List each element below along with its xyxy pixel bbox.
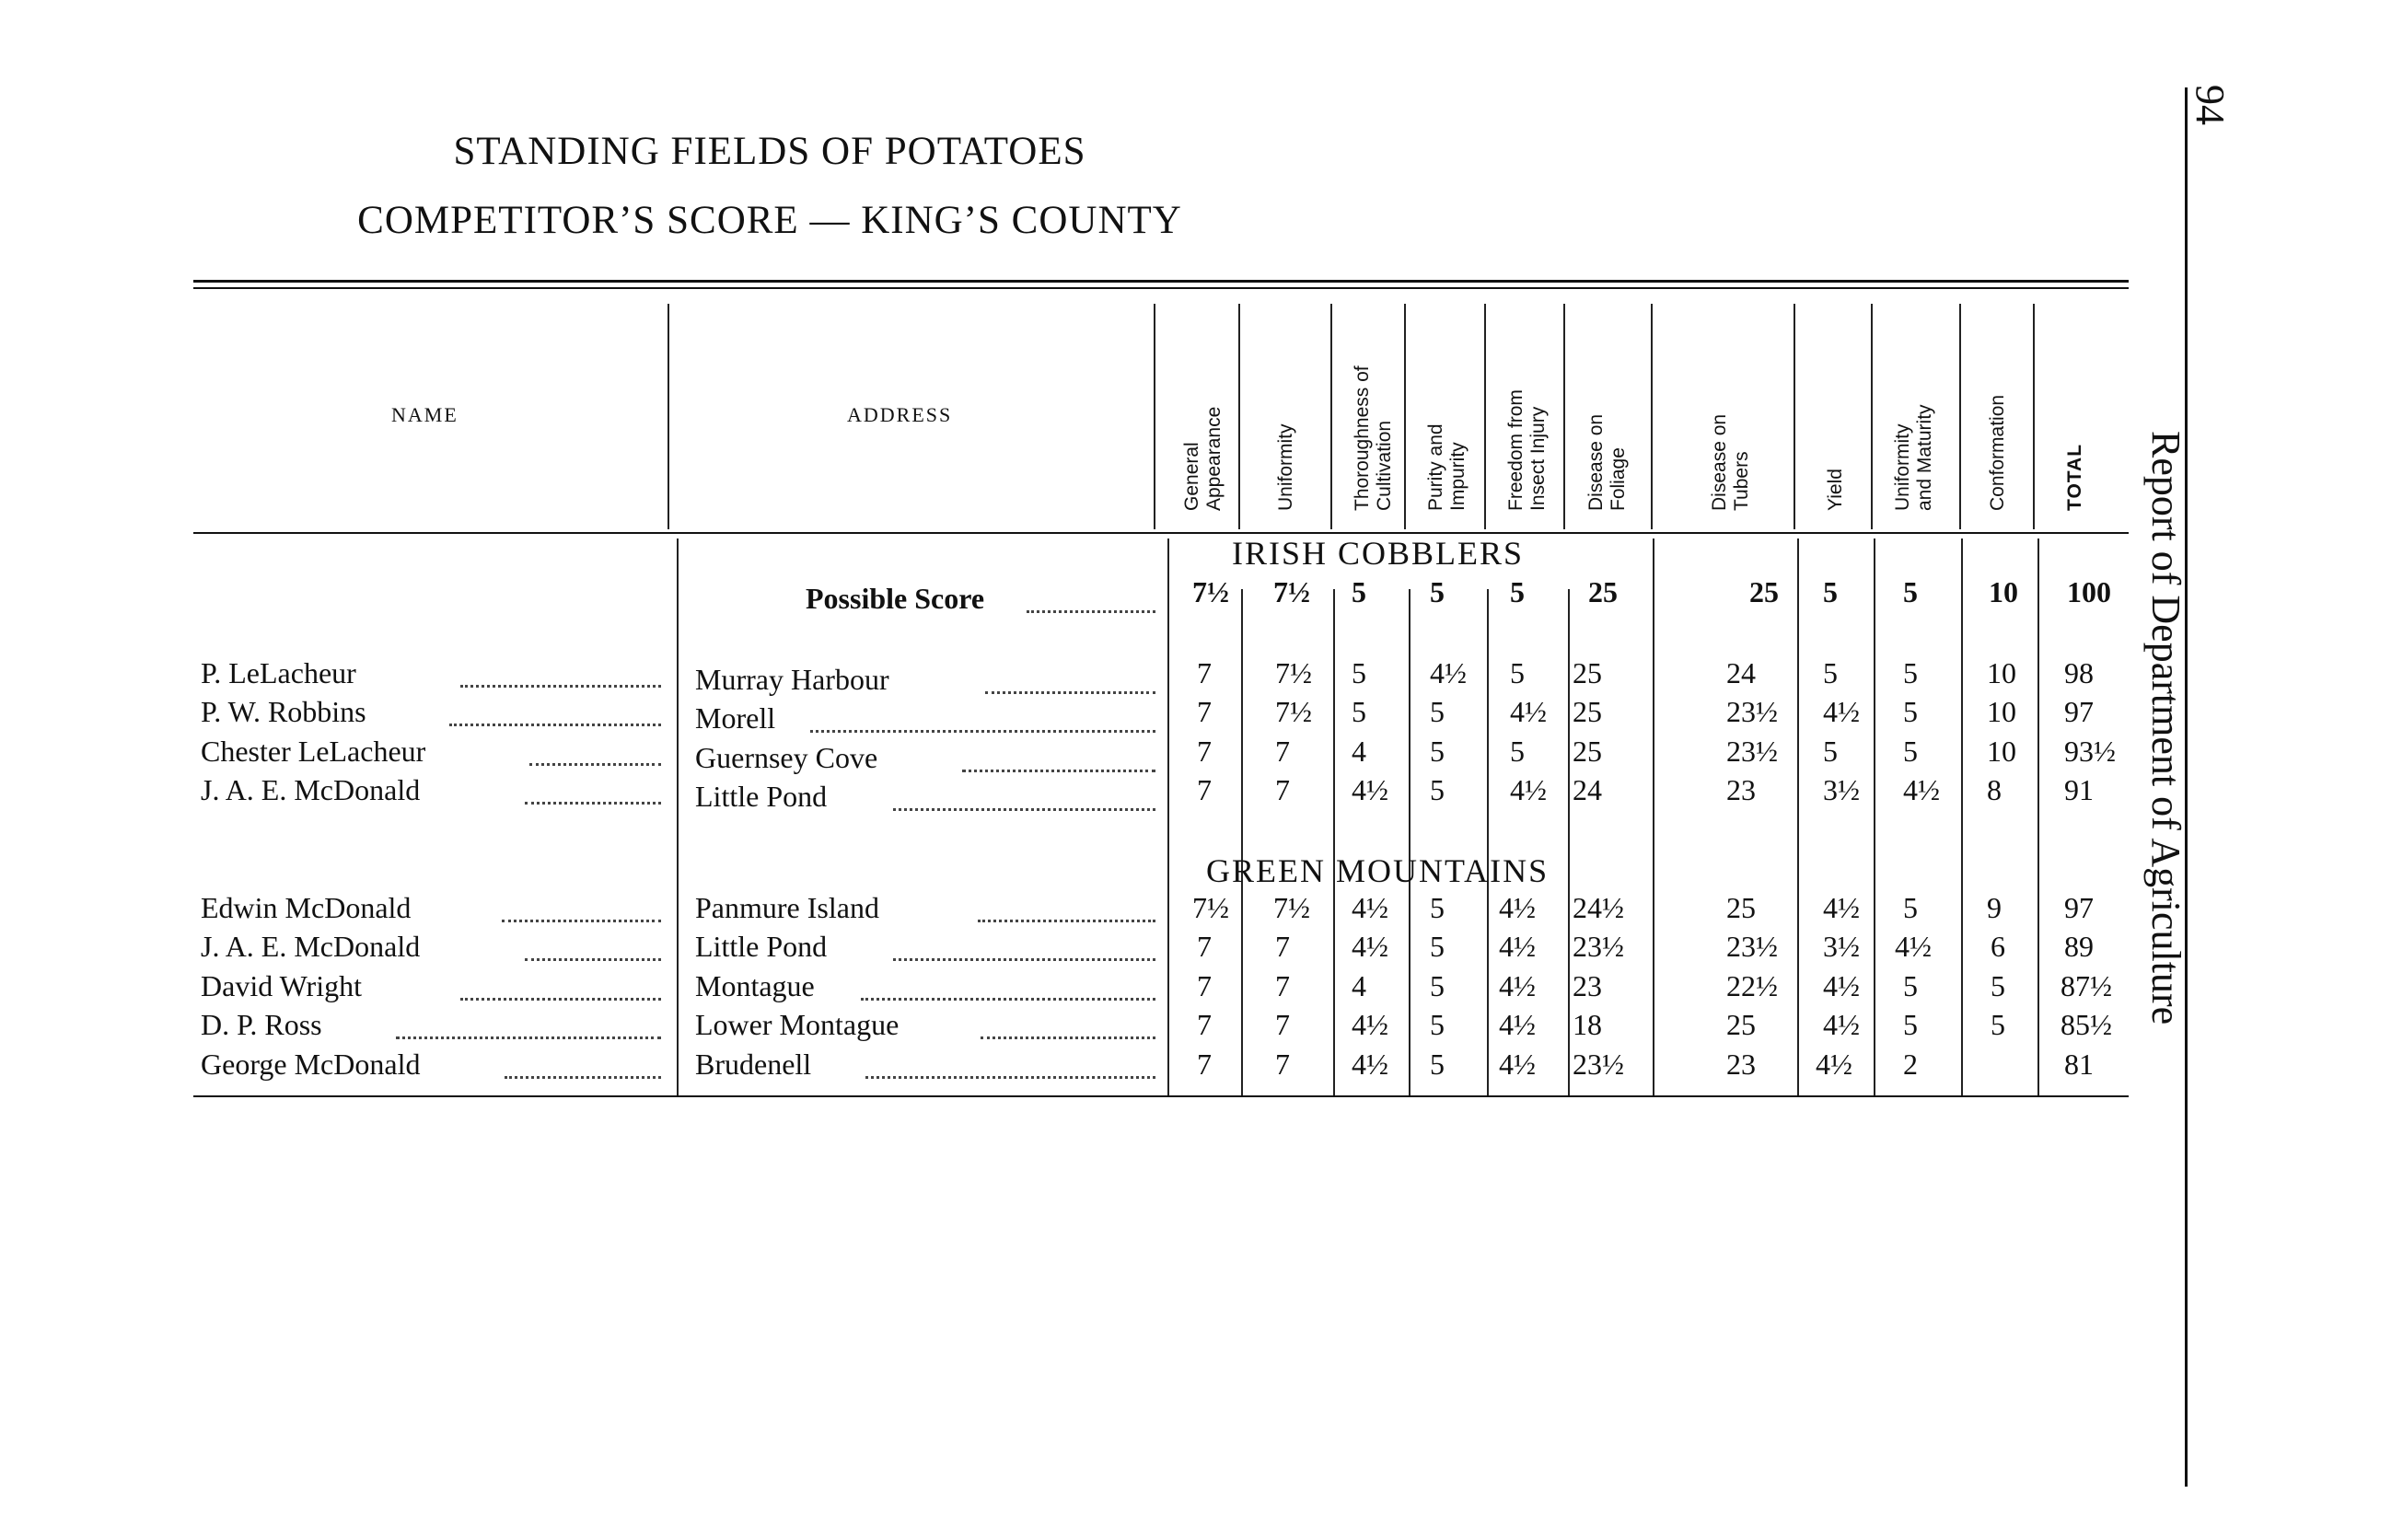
score-total: 91 [2064,773,2094,806]
score-conformation: 10 [1987,735,2016,768]
score-insect-injury: 4½ [1499,1008,1536,1041]
score-cultivation: 5 [1352,695,1366,728]
running-head: Report of Department of Agriculture [2143,431,2188,1025]
dot-leader [460,685,661,688]
header-uniformity-and-maturity: Uniformity and Maturity [1892,404,1935,511]
competitor-name: Chester LeLacheur [201,735,426,768]
score-foliage-disease: 23 [1573,969,1602,1002]
score-yield: 4½ [1816,1048,1852,1081]
section-title-green-mountains: GREEN MOUNTAINS [1206,852,1550,889]
competitor-address: Little Pond [695,780,828,813]
score-yield: 5 [1823,656,1838,689]
column-divider [1874,538,1875,1095]
score-insect-injury: 4½ [1510,695,1547,728]
score-total: 85½ [2061,1008,2112,1041]
possible-score: 7½ [1192,575,1229,608]
score-maturity: 2 [1903,1048,1918,1081]
competitor-address: Lower Montague [695,1008,900,1041]
score-maturity: 4½ [1895,930,1932,963]
dot-leader [893,958,1155,961]
competitor-address: Murray Harbour [695,663,889,696]
score-maturity: 5 [1903,735,1918,768]
score-purity: 5 [1430,891,1445,924]
column-divider [1484,304,1486,529]
score-uniformity: 7 [1275,1048,1290,1081]
score-insect-injury: 4½ [1499,969,1536,1002]
dot-leader [981,1036,1155,1039]
possible-score: 5 [1352,575,1366,608]
header-rule [193,532,2129,534]
score-tuber-disease: 23 [1726,773,1756,806]
score-purity: 5 [1430,773,1445,806]
score-general-appearance: 7½ [1192,891,1229,924]
header-disease-on-foliage: Disease on Foliage [1585,413,1629,511]
column-divider [1404,304,1406,529]
score-uniformity: 7½ [1275,656,1312,689]
dot-leader [525,802,661,805]
score-uniformity: 7½ [1275,695,1312,728]
competitor-address: Little Pond [695,930,828,963]
possible-score-label: Possible Score [806,582,985,615]
possible-score: 100 [2067,575,2111,608]
column-divider [1241,589,1243,1095]
score-general-appearance: 7 [1197,1008,1212,1041]
score-total: 81 [2064,1048,2094,1081]
score-yield: 3½ [1823,773,1860,806]
dot-leader [529,763,661,766]
score-tuber-disease: 24 [1726,656,1756,689]
score-cultivation: 4½ [1352,773,1388,806]
top-rule-thin [193,287,2129,289]
header-freedom-from-insect-injury: Freedom from Insect Injury [1505,389,1549,511]
competitor-address: Guernsey Cove [695,741,878,774]
score-conformation: 10 [1987,656,2016,689]
score-tuber-disease: 23½ [1726,695,1778,728]
score-uniformity: 7 [1275,735,1290,768]
score-yield: 5 [1823,735,1838,768]
score-uniformity: 7 [1275,930,1290,963]
score-insect-injury: 5 [1510,735,1525,768]
score-foliage-disease: 23½ [1573,1048,1624,1081]
possible-score: 7½ [1273,575,1310,608]
score-tuber-disease: 23 [1726,1048,1756,1081]
score-tuber-disease: 22½ [1726,969,1778,1002]
score-uniformity: 7 [1275,773,1290,806]
score-cultivation: 4½ [1352,1048,1388,1081]
dot-leader [962,770,1155,772]
column-divider [677,538,679,1095]
column-divider [1653,538,1654,1095]
column-divider [1794,304,1795,529]
competitor-address: Panmure Island [695,891,879,924]
table-title: STANDING FIELDS OF POTATOES [453,130,1086,173]
possible-score: 5 [1430,575,1445,608]
score-maturity: 5 [1903,656,1918,689]
column-divider [1238,304,1240,529]
score-tuber-disease: 25 [1726,1008,1756,1041]
score-insect-injury: 5 [1510,656,1525,689]
dot-leader [396,1036,661,1039]
score-general-appearance: 7 [1197,656,1212,689]
score-yield: 4½ [1823,1008,1860,1041]
score-purity: 5 [1430,1048,1445,1081]
score-purity: 5 [1430,930,1445,963]
header-purity-and-impurity: Purity and Impurity [1425,423,1468,511]
column-divider [1333,589,1335,1095]
score-cultivation: 5 [1352,656,1366,689]
possible-score: 5 [1903,575,1918,608]
header-disease-on-tubers: Disease on Tubers [1709,413,1752,511]
competitor-address: Brudenell [695,1048,812,1081]
score-general-appearance: 7 [1197,969,1212,1002]
score-tuber-disease: 23½ [1726,735,1778,768]
score-general-appearance: 7 [1197,930,1212,963]
score-insect-injury: 4½ [1510,773,1547,806]
possible-score: 5 [1510,575,1525,608]
header-general-appearance: General Appearance [1181,406,1225,511]
competitor-address: Morell [695,701,776,735]
score-cultivation: 4½ [1352,1008,1388,1041]
column-divider [1797,538,1799,1095]
score-total: 97 [2064,891,2094,924]
competitor-address: Montague [695,969,815,1002]
header-uniformity: Uniformity [1275,423,1296,511]
dot-leader [505,1076,661,1079]
section-title-irish-cobblers: IRISH COBBLERS [1232,535,1525,572]
dot-leader [449,724,661,726]
dot-leader [985,691,1155,694]
header-name: NAME [391,403,459,426]
top-rule [193,280,2129,283]
competitor-name: David Wright [201,969,362,1002]
score-yield: 4½ [1823,969,1860,1002]
score-foliage-disease: 24½ [1573,891,1624,924]
possible-score: 5 [1823,575,1838,608]
score-uniformity: 7 [1275,969,1290,1002]
score-insect-injury: 4½ [1499,930,1536,963]
bottom-rule [193,1095,2129,1097]
score-foliage-disease: 25 [1573,695,1602,728]
score-uniformity: 7½ [1273,891,1310,924]
column-divider [1330,304,1332,529]
column-divider [2037,538,2039,1095]
score-tuber-disease: 23½ [1726,930,1778,963]
dot-leader [893,808,1155,811]
score-purity: 5 [1430,735,1445,768]
score-conformation: 5 [1991,1008,2005,1041]
score-conformation: 8 [1987,773,2002,806]
competitor-name: George McDonald [201,1048,421,1081]
score-cultivation: 4½ [1352,891,1388,924]
header-total: TOTAL [2064,443,2085,511]
dot-leader [978,920,1155,922]
score-cultivation: 4 [1352,735,1366,768]
column-divider [1871,304,1873,529]
dot-leader [861,998,1155,1001]
score-general-appearance: 7 [1197,695,1212,728]
score-maturity: 5 [1903,969,1918,1002]
score-total: 89 [2064,930,2094,963]
column-divider [1487,589,1489,1095]
score-conformation: 9 [1987,891,2002,924]
possible-score: 25 [1588,575,1618,608]
dot-leader [460,998,661,1001]
score-foliage-disease: 18 [1573,1008,1602,1041]
score-maturity: 4½ [1903,773,1940,806]
possible-score: 25 [1749,575,1779,608]
dot-leader [865,1076,1155,1079]
score-foliage-disease: 25 [1573,735,1602,768]
column-divider [668,304,669,529]
score-general-appearance: 7 [1197,1048,1212,1081]
header-yield: Yield [1825,469,1846,511]
score-general-appearance: 7 [1197,773,1212,806]
score-maturity: 5 [1903,1008,1918,1041]
dot-leader [1027,610,1155,613]
dot-leader [810,730,1155,733]
score-maturity: 5 [1903,695,1918,728]
score-cultivation: 4 [1352,969,1366,1002]
score-conformation: 5 [1991,969,2005,1002]
score-purity: 5 [1430,1008,1445,1041]
score-total: 97 [2064,695,2094,728]
column-divider [1154,304,1155,529]
score-insect-injury: 4½ [1499,891,1536,924]
score-general-appearance: 7 [1197,735,1212,768]
column-divider [1959,304,1961,529]
competitor-name: D. P. Ross [201,1008,322,1041]
score-foliage-disease: 24 [1573,773,1602,806]
column-divider [1409,589,1410,1095]
score-uniformity: 7 [1275,1008,1290,1041]
header-thoroughness-of-cultivation: Thoroughness of Cultivation [1352,365,1395,511]
score-total: 93½ [2064,735,2116,768]
table-subtitle: COMPETITOR’S SCORE — KING’S COUNTY [357,199,1182,242]
score-yield: 3½ [1823,930,1860,963]
dot-leader [502,920,661,922]
competitor-name: P. W. Robbins [201,695,366,728]
competitor-name: J. A. E. McDonald [201,773,421,806]
column-divider [1651,304,1653,529]
column-divider [2033,304,2035,529]
score-conformation: 10 [1987,695,2016,728]
score-total: 98 [2064,656,2094,689]
score-foliage-disease: 23½ [1573,930,1624,963]
score-purity: 4½ [1430,656,1467,689]
dot-leader [525,958,661,961]
score-purity: 5 [1430,969,1445,1002]
column-divider [1167,538,1169,1095]
score-total: 87½ [2061,969,2112,1002]
possible-score: 10 [1989,575,2018,608]
competitor-name: J. A. E. McDonald [201,930,421,963]
column-divider [1961,538,1963,1095]
competitor-name: P. LeLacheur [201,656,356,689]
column-divider [1568,589,1570,1095]
header-address: ADDRESS [847,403,953,426]
page-number: 94 [2188,85,2233,125]
score-insect-injury: 4½ [1499,1048,1536,1081]
score-tuber-disease: 25 [1726,891,1756,924]
score-purity: 5 [1430,695,1445,728]
competitor-name: Edwin McDonald [201,891,412,924]
score-conformation: 6 [1991,930,2005,963]
score-cultivation: 4½ [1352,930,1388,963]
score-maturity: 5 [1903,891,1918,924]
score-yield: 4½ [1823,695,1860,728]
header-conformation: Conformation [1987,394,2008,511]
score-yield: 4½ [1823,891,1860,924]
score-foliage-disease: 25 [1573,656,1602,689]
column-divider [1563,304,1565,529]
